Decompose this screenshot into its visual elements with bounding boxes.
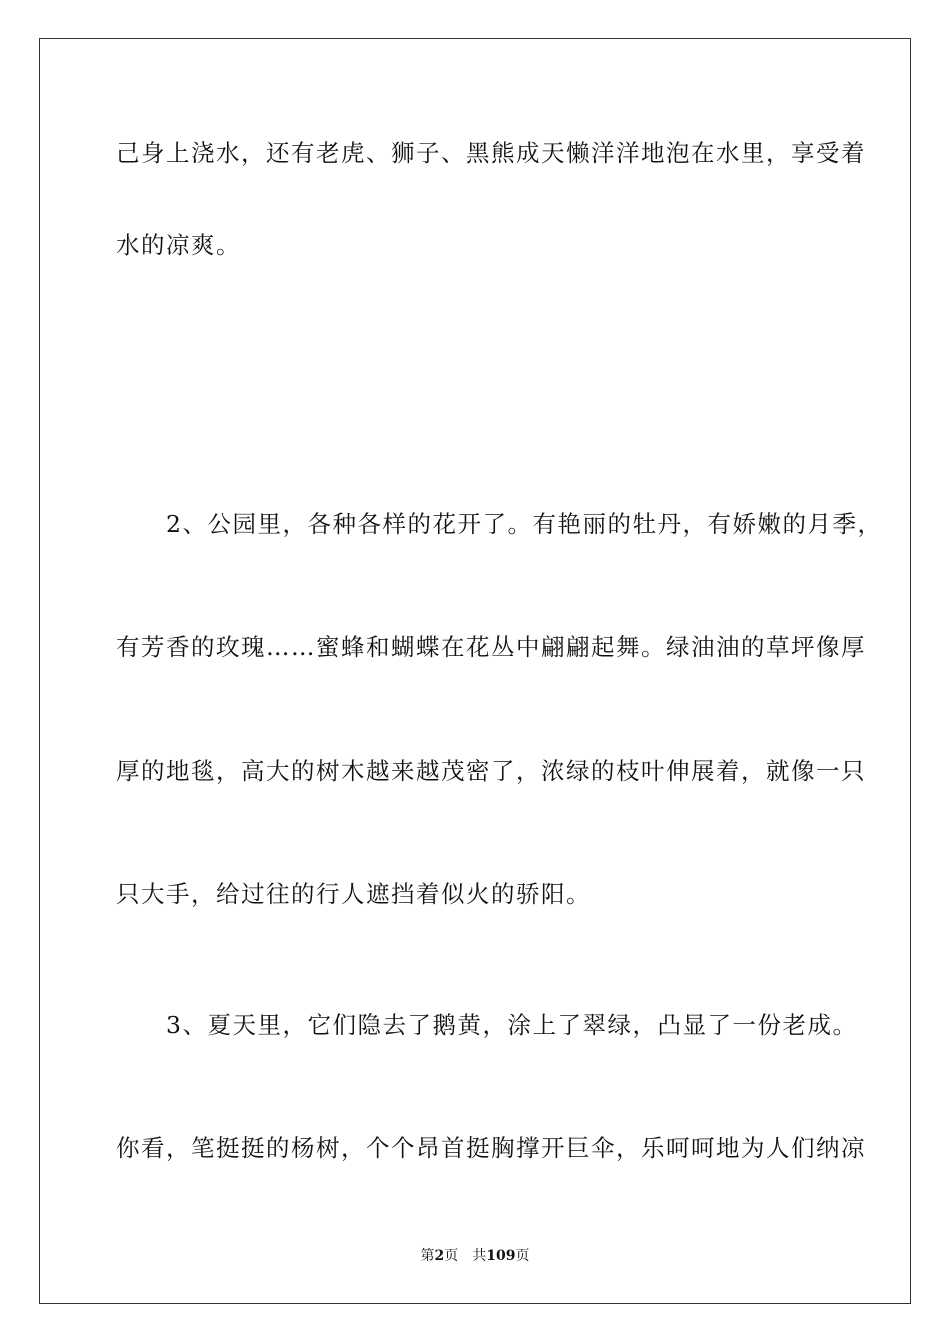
text-line: 己身上浇水，还有老虎、狮子、黑熊成天懒洋洋地泡在水里，享受着 <box>116 139 866 167</box>
text-line: 有芳香的玫瑰……蜜蜂和蝴蝶在花丛中翩翩起舞。绿油油的草坪像厚 <box>116 633 866 661</box>
paragraph-start-line: 2、公园里，各种各样的花开了。有艳丽的牡丹，有娇嫩的月季， <box>116 510 883 538</box>
text-line: 你看，笔挺挺的杨树，个个昂首挺胸撑开巨伞，乐呵呵地为人们纳凉 <box>116 1134 866 1162</box>
footer-suffix: 页 <box>515 1248 530 1264</box>
text-line: 只大手，给过往的行人遮挡着似火的骄阳。 <box>116 880 591 908</box>
footer-prefix: 第 <box>420 1248 435 1264</box>
text-line: 厚的地毯，高大的树木越来越茂密了，浓绿的枝叶伸展着，就像一只 <box>116 757 866 785</box>
paragraph-start-line: 3、夏天里，它们隐去了鹅黄，涂上了翠绿，凸显了一份老成。 <box>116 1011 858 1039</box>
current-page-number: 2 <box>434 1248 445 1264</box>
total-pages-number: 109 <box>486 1248 516 1264</box>
page-border <box>39 38 911 1304</box>
text-line: 水的凉爽。 <box>116 231 241 259</box>
page-footer <box>0 1246 950 1266</box>
footer-middle: 页 共 <box>444 1248 487 1264</box>
